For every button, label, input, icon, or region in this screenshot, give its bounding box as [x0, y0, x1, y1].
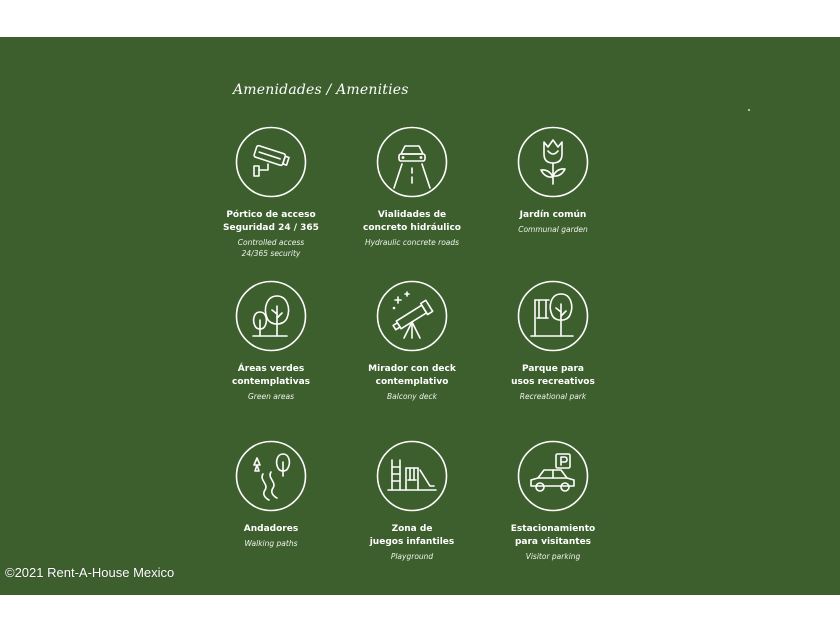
swing-tree-icon: [517, 280, 589, 352]
amenity-recreational-park: Parque para usos recreativos Recreational park: [468, 280, 638, 402]
section-title: Amenidades / Amenities: [233, 82, 409, 98]
amenity-roads: Vialidades de concreto hidráulico Hydraulic concrete roads: [327, 126, 497, 248]
telescope-icon: [376, 280, 448, 352]
playground-icon: [376, 440, 448, 512]
trees-icon: [235, 280, 307, 352]
amenity-security: Pórtico de acceso Seguridad 24 / 365 Controlled access 24/365 security: [186, 126, 356, 259]
amenity-garden: Jardín común Communal garden: [468, 126, 638, 235]
parking-icon: [517, 440, 589, 512]
amenity-walking-paths: Andadores Walking paths: [186, 440, 356, 549]
walking-path-icon: [235, 440, 307, 512]
decorative-dot: [748, 109, 750, 111]
amenity-green-areas: Áreas verdes contemplativas Green areas: [186, 280, 356, 402]
road-car-icon: [376, 126, 448, 198]
amenity-balcony-deck: Mirador con deck contemplativo Balcony deck: [327, 280, 497, 402]
amenity-visitor-parking: Estacionamiento para visitantes Visitor parking: [468, 440, 638, 562]
rose-icon: [517, 126, 589, 198]
amenity-playground: Zona de juegos infantiles Playground: [327, 440, 497, 562]
security-camera-icon: [235, 126, 307, 198]
copyright-watermark: ©2021 Rent-A-House Mexico: [5, 565, 175, 580]
